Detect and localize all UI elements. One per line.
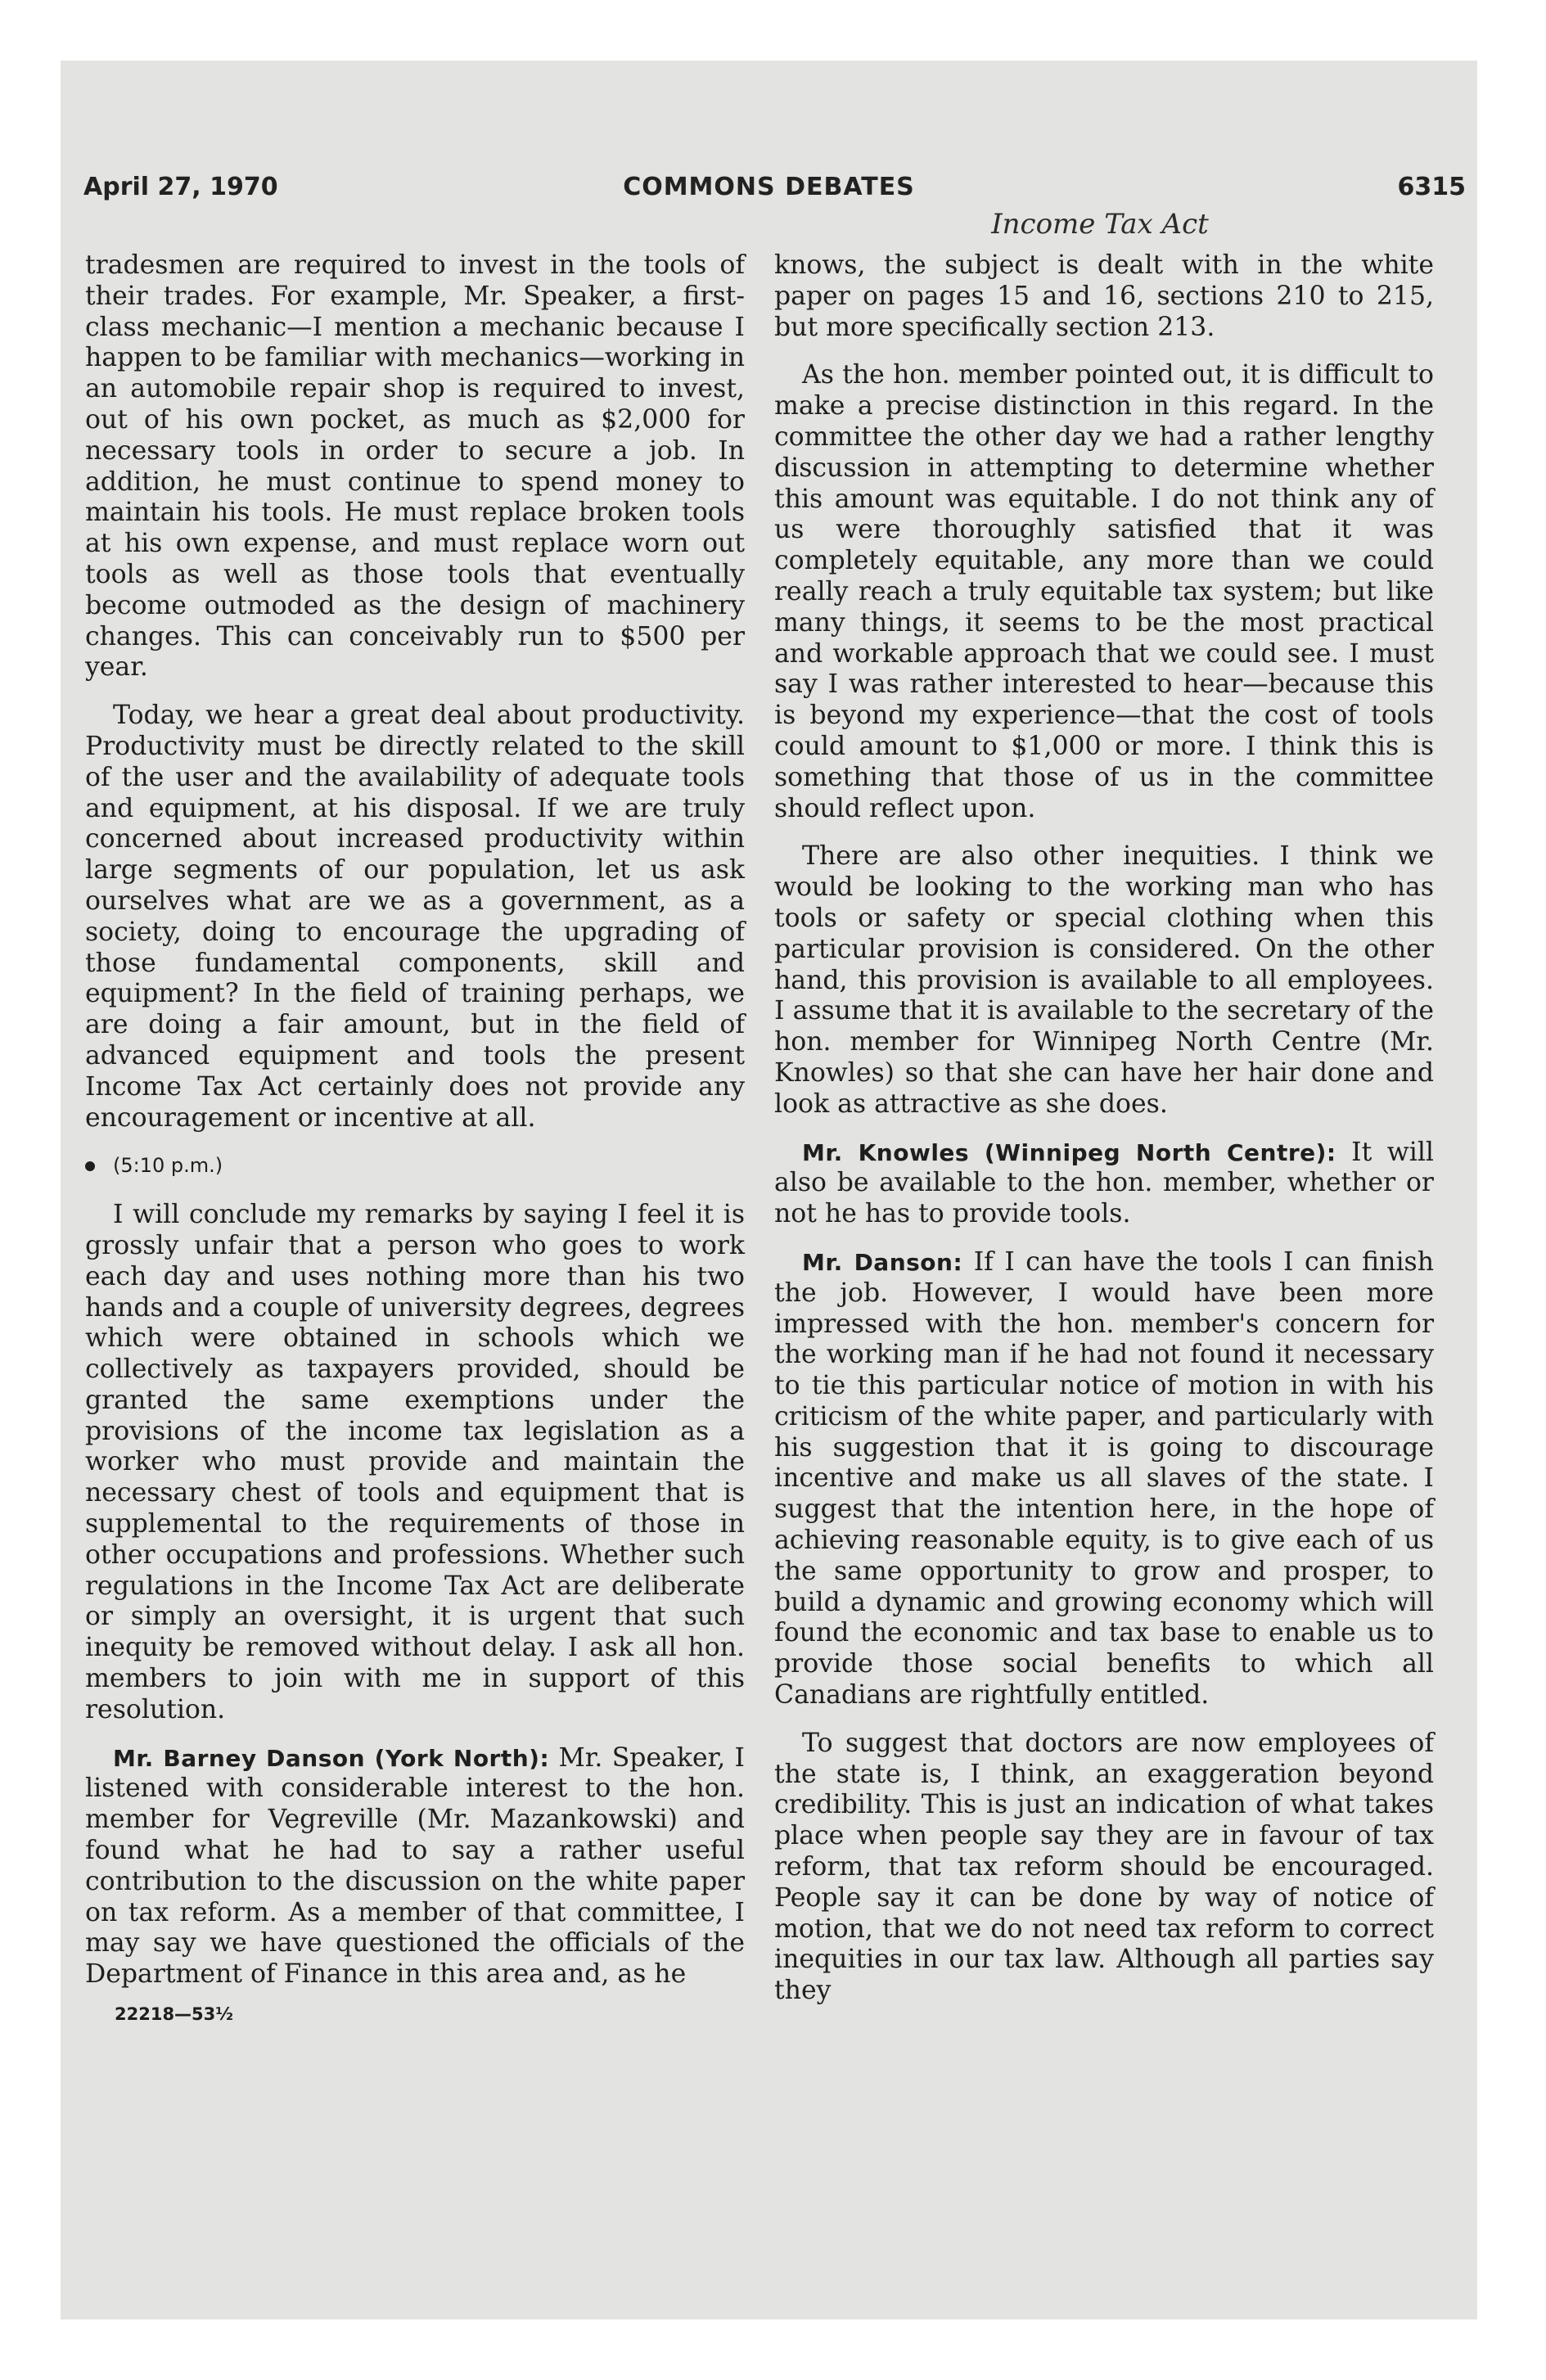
speech-text: Mr. Speaker, I listened with considerable interest to the hon. member for Vegreville (Mr. Mazankowski) and found what he had to say a rather useful contribution to the discussion on the white paper on tax reform. As a member of that committee, I may say we have questioned the officials of the Department of Finance in this area and, as he <box>85 1742 745 1990</box>
page-number: 6315 <box>1397 173 1466 201</box>
left-paragraph-2: Today, we hear a great deal about productivity. Productivity must be directly related to the skill of the user and the availability of adequate tools and equipment, at his disposal. If we are truly concerned about increased productivity within large segments of our population, let us ask ourselves what are we as a government, as a society, doing to encourage the upgrading of those fundamental components, skill and equipment? In the field of training perhaps, we are doing a fair amount, but in the field of advanced equipment and tools the present Income Tax Act certainly does not provide any encouragement or incentive at all. <box>85 701 745 1133</box>
section-title: Income Tax Act <box>991 208 1209 241</box>
speech-text: It will also be available to the hon. member, whether or not he has to provide tools. <box>774 1137 1434 1229</box>
left-paragraph-3: I will conclude my remarks by saying I feel it is grossly unfair that a person who goes to work each day and uses nothing more than his two hands and a couple of university degrees, degrees which were obtained in schools which we collectively as taxpayers provided, should be granted the same exemptions under the provisions of the income tax legislation as a worker who must provide and maintain the necessary chest of tools and equipment that is supplemental to the requirements of those in other occupations and professions. Whether such regulations in the Income Tax Act are deliberate or simply an oversight, it is urgent that such inequity be removed without delay. I ask all hon. members to join with me in support of this resolution. <box>85 1200 745 1724</box>
speaker-name: Mr. Barney Danson (York North): <box>113 1744 550 1772</box>
right-paragraph-4 <box>774 1138 1434 1230</box>
time-marker <box>85 1151 745 1182</box>
header-title: COMMONS DEBATES <box>623 173 915 201</box>
speech-text: If I can have the tools I can finish the job. However, I would have been more impressed with the hon. member's concern for the working man if he had not found it necessary to tie this particular notice of motion in with his criticism of the white paper, and particularly with his suggestion that it is going to discourage incentive and make us all slaves of the state. I suggest that the intention here, in the hope of achieving reasonable equity, is to give each of us the same opportunity to grow and prosper, to build a dynamic and growing economy which will found the economic and tax base to enable us to provide those social benefits to which all Canadians are rightfully entitled. <box>774 1246 1434 1711</box>
header-date: April 27, 1970 <box>83 173 278 201</box>
right-paragraph-3: There are also other inequities. I think we would be looking to the working man who has tools or safety or special clothing when this particular provision is considered. On the other hand, this provision is available to all employees. I assume that it is available to the secretary of the hon. member for Winnipeg North Centre (Mr. Knowles) so that she can have her hair done and look as attractive as she does. <box>774 841 1434 1119</box>
right-paragraph-2: As the hon. member pointed out, it is difficult to make a precise distinction in this regard. In the committee the other day we had a rather lengthy discussion in attempting to determine whether this amount was equitable. I do not think any of us were thoroughly satisfied that it was completely equitable, any more than we could really reach a truly equitable tax system; but like many things, it seems to be the most practical and workable approach that we could see. I must say I was rather interested to hear—because this is beyond my experience—that the cost of tools could amount to $1,000 or more. I think this is something that those of us in the committee should reflect upon. <box>774 360 1434 823</box>
speaker-name: Mr. Danson: <box>802 1248 963 1276</box>
right-paragraph-5 <box>774 1247 1434 1711</box>
speaker-name: Mr. Knowles (Winnipeg North Centre): <box>802 1138 1336 1166</box>
right-column <box>774 250 1434 2024</box>
left-paragraph-4 <box>85 1743 745 1990</box>
timestamp-text: (5:10 p.m.) <box>113 1154 223 1178</box>
bullet-icon <box>85 1161 95 1171</box>
right-paragraph-6: To suggest that doctors are now employees of the state is, I think, an exaggeration beyond credibility. This is just an indication of what takes place when people say they are in favour of tax reform, that tax reform should be encouraged. People say it can be done by way of notice of motion, that we do not need tax reform to correct inequities in our tax law. Although all parties say they <box>774 1728 1434 2006</box>
left-paragraph-1: tradesmen are required to invest in the tools of their trades. For example, Mr. Speaker, a first-class mechanic—I mention a mechanic because I happen to be familiar with mechanics—working in an automobile repair shop is required to invest, out of his own pocket, as much as $2,000 for necessary tools in order to secure a job. In addition, he must continue to spend money to maintain his tools. He must replace broken tools at his own expense, and must replace worn out tools as well as those tools that eventually become outmoded as the design of machinery changes. This can conceivably run to $500 per year. <box>85 250 745 683</box>
signature-mark: 22218—53½ <box>115 2004 234 2025</box>
right-paragraph-1: knows, the subject is dealt with in the white paper on pages 15 and 16, sections 210 to 215, but more specifically section 213. <box>774 250 1434 342</box>
left-column <box>85 250 745 2031</box>
page-sheet <box>61 61 1477 2319</box>
